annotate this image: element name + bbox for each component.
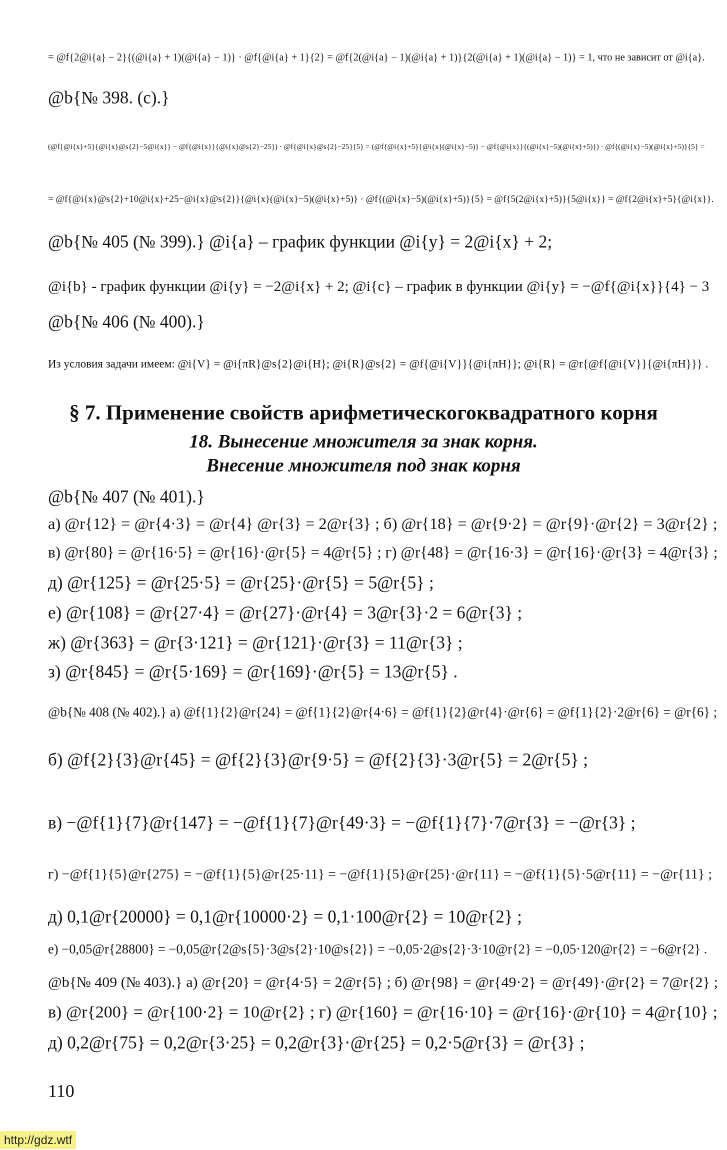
subsection-heading: Внесение множителя под знак корня	[206, 455, 521, 477]
text-line: Из условия задачи имеем: @i{V} = @i{πR}@s{2}@i{H}; @i{R}@s{2} = @f{@i{V}}{@i{πH}}; @i{R} = @r{@f{@i{V}}{@i{πH}}} .	[48, 358, 709, 371]
watermark-link[interactable]: http://gdz.wtf	[0, 1131, 76, 1149]
text-line: г) −@f{1}{5}@r{275} = −@f{1}{5}@r{25·11} = −@f{1}{5}@r{25}·@r{11} = −@f{1}{5}·5@r{11} = −@r{11} ;	[48, 867, 712, 883]
text-line: д) 0,2@r{75} = 0,2@r{3·25} = 0,2@r{3}·@r{25} = 0,2·5@r{3} = @r{3} ;	[48, 1032, 585, 1053]
subsection-heading: 18. Вынесение множителя за знак корня.	[189, 431, 538, 453]
text-line: @b{№ 407 (№ 401).}	[48, 486, 205, 507]
text-line: д) @r{125} = @r{25·5} = @r{25}·@r{5} = 5@r{5} ;	[48, 572, 434, 593]
text-line: е) −0,05@r{28800} = −0,05@r{2@s{5}·3@s{2}·10@s{2}} = −0,05·2@s{2}·3·10@r{2} = −0,05·120@r{2} = −6@r{2} .	[48, 941, 708, 957]
text-line: = @f{@i{x}@s{2}+10@i{x}+25−@i{x}@s{2}}{@i{x}(@i{x}−5)(@i{x}+5)} · @f{(@i{x}−5)(@i{x}+5)}{5} = @f{5(2@i{x}+5)}{5@i{x}} = @f{2@i{x}+5}{@i{x}}.	[48, 194, 714, 205]
text-line: @b{№ 406 (№ 400).}	[48, 311, 205, 332]
text-line: в) @r{80} = @r{16·5} = @r{16}·@r{5} = 4@r{5} ; г) @r{48} = @r{16·3} = @r{16}·@r{3} = 4@r{3} ;	[48, 544, 718, 562]
text-line: @i{b} - график функции @i{y} = −2@i{x} + 2; @i{c} – график в функции @i{y} = −@f{@i{x}}{4} − 3	[48, 278, 710, 295]
text-line: а) @r{12} = @r{4·3} = @r{4} @r{3} = 2@r{3} ; б) @r{18} = @r{9·2} = @r{9}·@r{2} = 3@r{2} ;	[48, 515, 718, 534]
text-line: б) @f{2}{3}@r{45} = @f{2}{3}@r{9·5} = @f{2}{3}·3@r{5} = 2@r{5} ;	[48, 749, 588, 770]
text-line: = @f{2@i{a} − 2}{(@i{a} + 1)(@i{a} − 1)} · @f{@i{a} + 1}{2} = @f{2(@i{a} − 1)(@i{a} + 1)}{2(@i{a} + 1)(@i{a} − 1)} = 1, что не зависит от @i{a}.	[48, 52, 705, 64]
text-line: д) 0,1@r{20000} = 0,1@r{10000·2} = 0,1·100@r{2} = 10@r{2} ;	[48, 906, 522, 927]
text-line: @b{№ 409 (№ 403).} а) @r{20} = @r{4·5} = 2@r{5} ; б) @r{98} = @r{49·2} = @r{49}·@r{2} = 7@r{2} ;	[48, 974, 718, 991]
text-line: е) @r{108} = @r{27·4} = @r{27}·@r{4} = 3@r{3}·2 = 6@r{3} ;	[48, 602, 523, 623]
text-line: в) @r{200} = @r{100·2} = 10@r{2} ; г) @r{160} = @r{16·10} = @r{16}·@r{10} = 4@r{10} ;	[48, 1002, 718, 1022]
text-line: @b{№ 408 (№ 402).} а) @f{1}{2}@r{24} = @f{1}{2}@r{4·6} = @f{1}{2}@r{4}·@r{6} = @f{1}{2}·2@r{6} = @r{6} ;	[48, 704, 718, 720]
page-number: 110	[48, 1081, 75, 1102]
text-line: @b{№ 398. (с).}	[48, 87, 170, 108]
text-line: ж) @r{363} = @r{3·121} = @r{121}·@r{3} = 11@r{3} ;	[48, 632, 463, 653]
text-line: (@f{@i{x}+5}{@i{x}@s{2}−5@i{x}} − @f{@i{x}}{@i{x}@s{2}−25}) · @f{@i{x}@s{2}−25}{5} = (@f{@i{x}+5}{@i{x}(@i{x}−5)} − @f{@i{x}}{(@i{x}−5)(@i{x}+5)}) · @f{(@i{x}−5)(@i{x}+5)}{5} =	[48, 141, 705, 151]
section-heading: § 7. Применение свойств арифметическогоквадратного корня	[69, 400, 658, 425]
text-line: @b{№ 405 (№ 399).} @i{a} – график функции @i{y} = 2@i{x} + 2;	[48, 231, 553, 252]
text-line: в) −@f{1}{7}@r{147} = −@f{1}{7}@r{49·3} = −@f{1}{7}·7@r{3} = −@r{3} ;	[48, 812, 636, 833]
text-line: з) @r{845} = @r{5·169} = @r{169}·@r{5} = 13@r{5} .	[48, 661, 458, 682]
